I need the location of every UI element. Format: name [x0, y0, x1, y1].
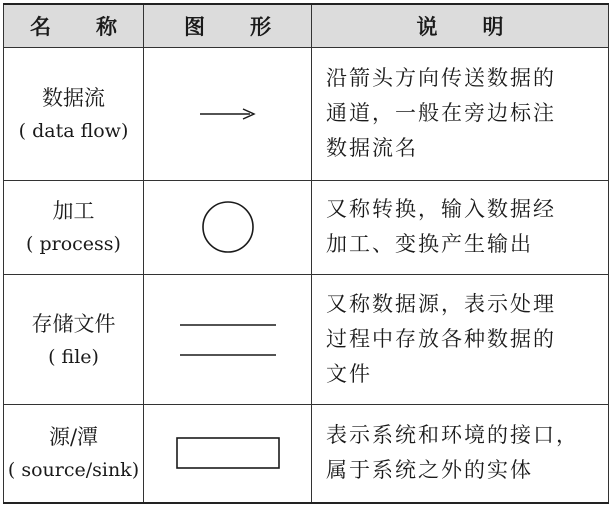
symbol-name-cell	[4, 180, 144, 275]
arrow-right-icon	[198, 107, 258, 121]
symbol-desc-cell	[312, 275, 609, 405]
symbol-name-en: ( data flow)	[18, 119, 129, 142]
table-header-row	[4, 4, 609, 48]
symbol-name-cell	[4, 404, 144, 503]
desc-line: 又称数据源，表示处理	[326, 292, 556, 317]
symbol-name-en: ( file)	[48, 345, 99, 368]
symbol-name-cn: 源/潭	[48, 425, 99, 450]
desc-line: 表示系统和环境的接口，	[326, 423, 579, 448]
desc-line: 属于系统之外的实体	[326, 458, 533, 483]
double-line-icon	[178, 320, 278, 360]
table-row	[4, 275, 609, 405]
header-name: 名 称	[4, 4, 144, 48]
symbol-shape-cell	[144, 48, 312, 181]
symbol-name-cn: 存储文件	[31, 311, 116, 336]
symbol-desc-cell	[312, 180, 609, 275]
rectangle-icon	[175, 436, 281, 470]
header-shape: 图 形	[144, 4, 312, 48]
desc-line: 通道，一般在旁边标注	[326, 101, 556, 126]
desc-line: 数据流名	[326, 136, 418, 161]
symbol-name-en: ( process)	[26, 233, 121, 256]
table-row	[4, 404, 609, 503]
symbol-shape-cell	[144, 180, 312, 275]
dfd-symbol-table	[3, 3, 609, 504]
symbol-name-cell	[4, 275, 144, 405]
desc-line: 沿箭头方向传送数据的	[326, 66, 556, 91]
symbol-name-cn: 加工	[52, 199, 95, 224]
table-row	[4, 48, 609, 181]
desc-line: 文件	[326, 362, 372, 387]
symbol-name-cn: 数据流	[42, 85, 105, 110]
symbol-desc-cell	[312, 404, 609, 503]
symbol-desc-cell	[312, 48, 609, 181]
symbol-shape-cell	[144, 404, 312, 503]
header-description: 说 明	[312, 4, 609, 48]
symbol-name-cell	[4, 48, 144, 181]
circle-icon	[200, 199, 256, 255]
symbol-shape-cell	[144, 275, 312, 405]
desc-line: 又称转换，输入数据经	[326, 197, 556, 222]
symbol-name-en: ( source/sink)	[7, 459, 140, 482]
desc-line: 过程中存放各种数据的	[326, 327, 556, 352]
table-row	[4, 180, 609, 275]
desc-line: 加工、变换产生输出	[326, 232, 533, 257]
